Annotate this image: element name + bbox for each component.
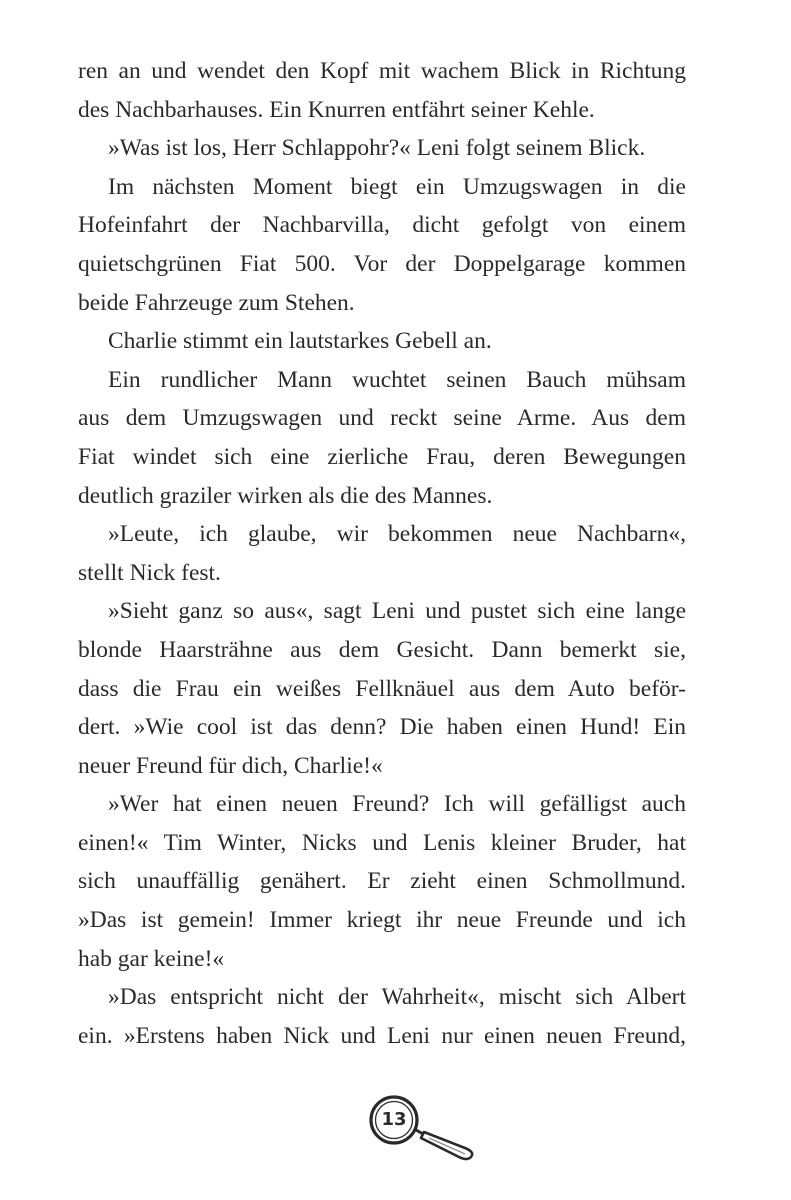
text-line: Hofeinfahrt der Nachbarvilla, dicht gefolgt von einem xyxy=(78,212,686,239)
text-line: dass die Frau ein weißes Fellknäuel aus dem Auto beför- xyxy=(78,675,686,702)
text-line: »Sieht ganz so aus«, sagt Leni und pustet sich eine lange xyxy=(108,598,686,625)
text-line: »Das entspricht nicht der Wahrheit«, mischt sich Albert xyxy=(108,984,686,1011)
text-line: Charlie stimmt ein lautstarkes Gebell an. xyxy=(108,328,492,355)
text-line: dert. »Wie cool ist das denn? Die haben einen Hund! Ein xyxy=(78,714,686,741)
text-line: »Wer hat einen neuen Freund? Ich will gefälligst auch xyxy=(108,791,686,818)
page-number: 13 xyxy=(381,1109,407,1130)
text-line: blonde Haarsträhne aus dem Gesicht. Dann bemerkt sie, xyxy=(78,636,686,663)
text-line: deutlich graziler wirken als die des Mannes. xyxy=(78,482,493,509)
text-line: neuer Freund für dich, Charlie!« xyxy=(78,752,383,779)
text-line: aus dem Umzugswagen und reckt seine Arme. Aus dem xyxy=(78,405,686,432)
text-line: ren an und wendet den Kopf mit wachem Blick in Richtung xyxy=(78,58,686,84)
text-line: quietschgrünen Fiat 500. Vor der Doppelgarage kommen xyxy=(78,250,686,277)
text-line: einen!« Tim Winter, Nicks und Lenis kleiner Bruder, hat xyxy=(78,829,686,856)
text-line: Ein rundlicher Mann wuchtet seinen Bauch mühsam xyxy=(108,366,686,393)
text-line: sich unauffällig genähert. Er zieht einen Schmollmund. xyxy=(78,868,686,895)
text-line: »Was ist los, Herr Schlappohr?« Leni folgt seinem Blick. xyxy=(108,135,646,162)
page-number-badge xyxy=(369,1094,487,1164)
page-body-text xyxy=(78,52,686,1055)
text-line: Fiat windet sich eine zierliche Frau, deren Bewegungen xyxy=(78,443,686,470)
text-line: hab gar keine!« xyxy=(78,945,225,972)
text-line: des Nachbarhauses. Ein Knurren entfährt seiner Kehle. xyxy=(78,96,595,123)
text-line: »Das ist gemein! Immer kriegt ihr neue Freunde und ich xyxy=(78,907,686,934)
text-line: beide Fahrzeuge zum Stehen. xyxy=(78,289,355,316)
text-line: stellt Nick fest. xyxy=(78,559,221,586)
text-line: »Leute, ich glaube, wir bekommen neue Nachbarn«, xyxy=(108,521,686,548)
text-line: Im nächsten Moment biegt ein Umzugswagen in die xyxy=(108,173,686,200)
text-line: ein. »Erstens haben Nick und Leni nur einen neuen Freund, xyxy=(78,1022,686,1049)
